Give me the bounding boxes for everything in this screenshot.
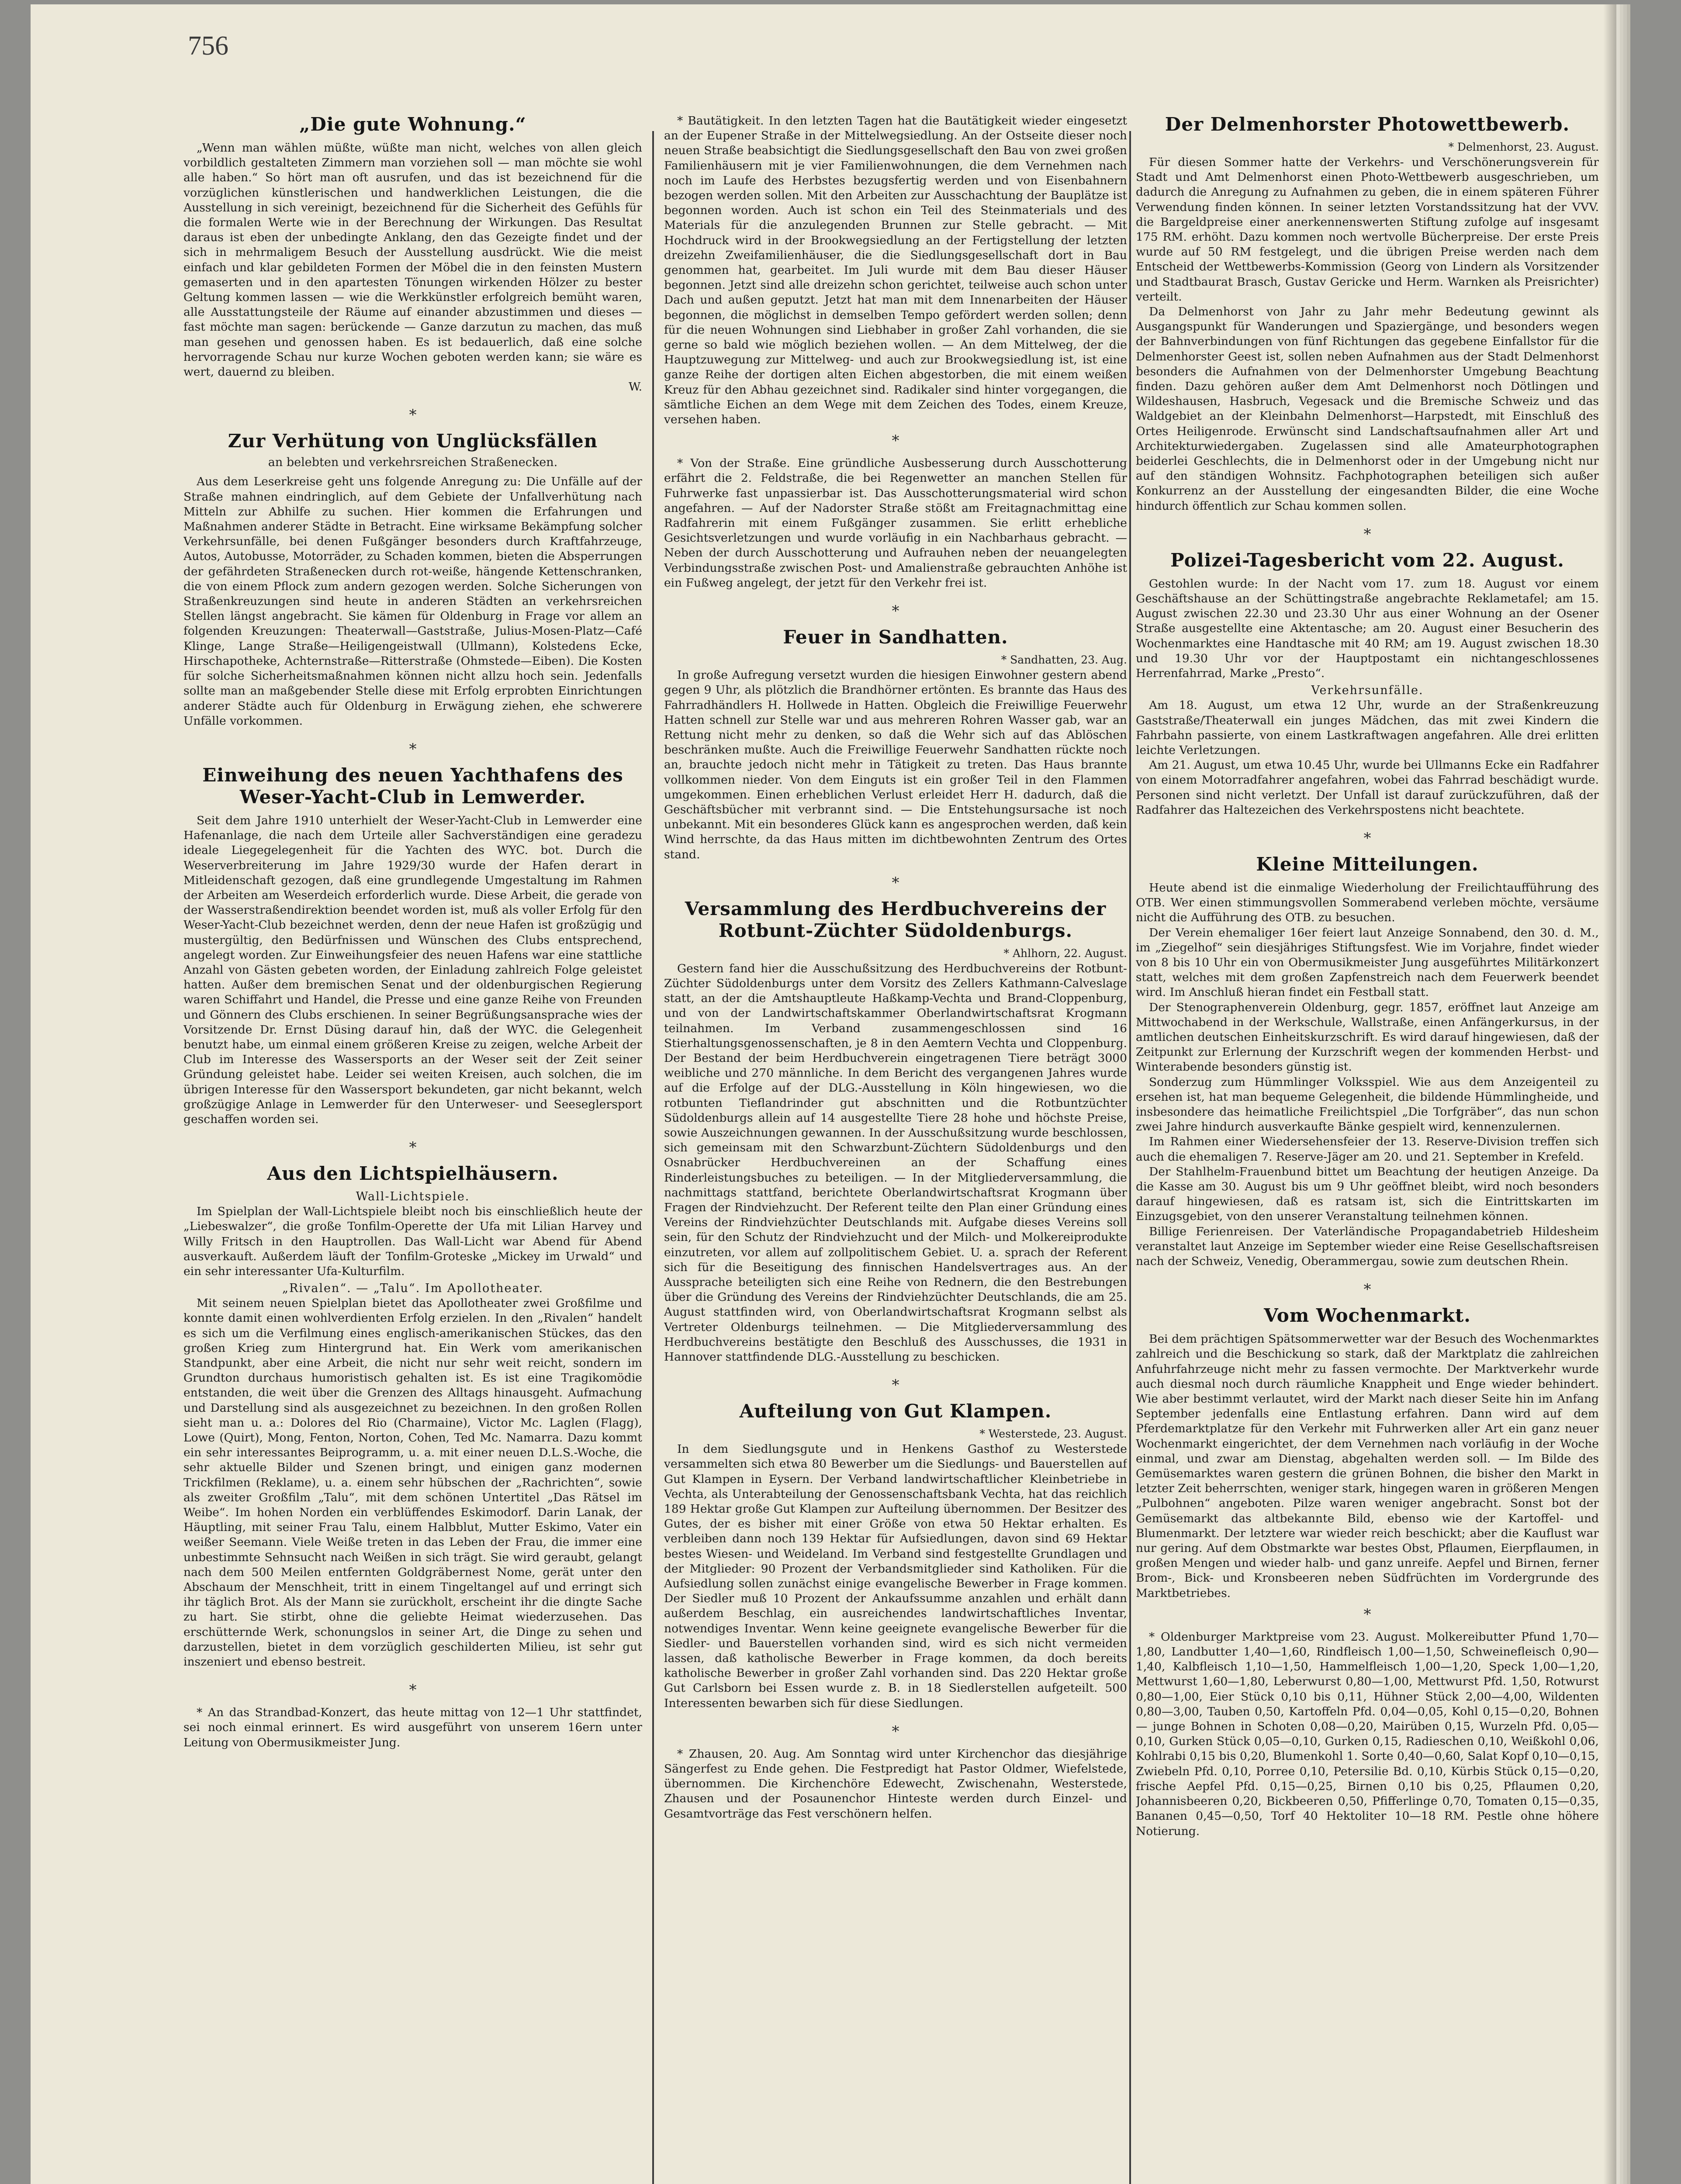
article-paragraph: Bei dem prächtigen Spätsommerwetter war der Besuch des Wochenmarktes zahlreich und die Beschickung so stark, daß der Marktplatz die zahlreichen Anfuhrfahrzeuge nicht mehr zu fassen vermochte. Der Marktverkehr wurde auch diesmal noch durch räumliche Knappheit und Enge wieder behindert. Wie aber bestimmt verlautet, wird der Markt nach dieser Seite hin im Anfang September jedenfalls eine Entlastung erfahren. Dann wird auf dem Pferdemarktplatze für den Verkehr mit Fuhrwerken aller Art ein ganz neuer Wochenmarkt eingerichtet, der dem Vernehmen nach vorläufig in der Woche einmal, und zwar am Dienstag, abgehalten werden soll. — Im Bilde des Gemüsemarktes waren gestern die grünen Bohnen, die bisher den Markt in letzter Zeit beherrschten, weniger stark, hingegen waren in größeren Mengen „Pulbohnen“ angeboten. Pilze waren weniger angebracht. Sonst bot der Gemüsemarkt das altbekannte Bild, ebenso wie der Kartoffel- und Blumenmarkt. Der letztere war wieder reich beschickt; aber die Kauflust war nur gering. Auf dem Obstmarkte war bestes Obst, Pflaumen, Eierpflaumen, in großen Mengen und wieder halb- und ganz unreife. Aepfel und Birnen, ferner Brom-, Bick- und Kronsbeeren neben Südfrüchten im Vordergrunde des Marktbetriebes.: [1136, 1332, 1599, 1600]
dateline: * Sandhatten, 23. Aug.: [1001, 653, 1127, 667]
article-paragraph: Im Spielplan der Wall-Lichtspiele bleibt noch bis einschließlich heute der „Liebeswalzer“, die große Tonfilm-Operette der Ufa mit Lilian Harvey und Willy Fritsch in den Hauptrollen. Das Wall-Licht war Abend für Abend ausverkauft. Außerdem läuft der Tonfilm-Groteske „Mickey im Urwald“ und ein sehr interessanter Ufa-Kulturfilm.: [183, 1205, 642, 1278]
article-paragraph: Aus dem Leserkreise geht uns folgende Anregung zu: Die Unfälle auf der Straße mahnen eindringlich, auf dem Gebiete der Unfallverhütung nach Mitteln zur Abhilfe zu suchen. Hier kommen die Erfahrungen und Maßnahmen anderer Städte in Betracht. Eine wirksame Bekämpfung solcher Verkehrsunfälle, bei denen Fußgänger besonders durch Kraftfahrzeuge, Autos, Autobusse, Motorräder, zu Schaden kommen, bieten die Absperrungen der gefährdeten Straßenecken durch rot-weiße, hängende Kettenschranken, die von einem Pflock zum andern gezogen werden. Solche Sicherungen von Straßenkreuzungen sind heute in anderen Städten an verkehrsreichen Stellen längst angebracht. Sie kämen für Oldenburg in Frage vor allem an folgenden Kreuzungen: Theaterwall—Gaststraße, Julius-Mosen-Platz—Café Klinge, Lange Straße—Heiligengeistwall (Ullmann), Kolstedens Ecke, Hirschapotheke, Achternstraße—Ritterstraße (Ohmstede—Eiben). Die Kosten für solche Sicherheitsmaßnahmen können nicht allzu hoch sein. Jedenfalls sollte man an maßgebender Stelle diese mit Erfolg erprobten Einrichtungen anderer Städte auch für Oldenburg in Erwägung ziehen, ehe schwerere Unfälle vorkommen.: [183, 475, 642, 728]
separator-asterisk: *: [892, 432, 899, 450]
article-paragraph: In große Aufregung versetzt wurden die hiesigen Einwohner gestern abend gegen 9 Uhr, als plötzlich die Brandhörner ertönten. Es brannte das Haus des Fahrradhändlers H. Hollwede in Hatten. Obgleich die Freiwillige Feuerwehr Hatten schnell zur Stelle war und aus mehreren Rohren Wasser gab, war an Rettung nicht mehr zu denken, so daß die Wehr sich auf das Ablöschen beschränken mußte. Auch die Freiwillige Feuerwehr Sandhatten rückte noch an, brauchte jedoch nicht mehr in Tätigkeit zu treten. Das Haus brannte vollkommen nieder. Von dem Einguts ist ein großer Teil in den Flammen umgekommen. Einen erheblichen Verlust erleidet Herr H. dadurch, daß die Geschäftsbücher mit verbrannt sind. — Die Entstehungsursache ist noch unbekannt. Mit ein besonderes Glück kann es angesprochen werden, daß kein Wind herrschte, da das Haus mitten im dichtbewohnten Zentrum des Ortes stand.: [664, 668, 1127, 861]
article-paragraph: Sonderzug zum Hümmlinger Volksspiel. Wie aus dem Anzeigenteil zu ersehen ist, hat man bequeme Gelegenheit, die bildende Hümmlingheide, und insbesondere das heimatliche Freilichtspiel „Die Torfgräber“, das nun schon zwei Jahre hindurch ausverkaufte Bänke gespielt wird, kennenzulernen.: [1136, 1075, 1599, 1134]
article-title: Feuer in Sandhatten.: [783, 626, 1008, 648]
separator-asterisk: *: [1363, 1281, 1371, 1299]
separator-asterisk: *: [1363, 1605, 1371, 1623]
separator-asterisk: *: [892, 874, 899, 892]
separator-asterisk: *: [1363, 829, 1371, 847]
article-paragraph: * Bautätigkeit. In den letzten Tagen hat die Bautätigkeit wieder eingesetzt an der Eupener Straße in der Mittelwegsiedlung. An der Ostseite dieser noch neuen Straße beabsichtigt die Siedlungsgesellschaft den Bau von zwei großen Familienhäusern mit je vier Familienwohnungen, die dem Vernehmen nach noch im Laufe des Herbstes bezugsfertig werden und von Eisenbahnern bezogen werden sollen. Mit den Arbeiten zur Ausschachtung der Bauplätze ist begonnen worden. Auch ist schon ein Teil des Steinmaterials und des Materials für die anzulegenden Brunnen zur Stelle gebracht. — Mit Hochdruck wird in der Brookwegsiedlung an der Fertigstellung der letzten dreizehn Zweifamilienhäuser, die die Siedlungsgesellschaft dort in Bau genommen hat, gearbeitet. Im Juli wurde mit dem Bau dieser Häuser begonnen. Jetzt sind alle dreizehn schon gerichtet, teilweise auch schon unter Dach und außen geputzt. Jetzt hat man mit dem Innenarbeiten der Häuser begonnen, die möglichst in demselben Tempo gefördert werden sollen; denn für die neuen Wohnungen sind Liebhaber in großer Zahl vorhanden, die sie gerne so bald wie möglich beziehen wollen. — An dem Mittelweg, der die Hauptzuwegung zur Mittelweg- und auch zur Brookwegsiedlung ist, ist eine ganze Reihe der dortigen alten Eichen abgestorben, die mit einem weißen Kreuz für den Abhau gezeichnet sind. Radikaler sind hinter vorgegangen, die sämtliche Eichen an dem Wege mit dem Zeichen des Todes, einem Kreuze, versehen haben.: [664, 114, 1127, 427]
article-paragraph: Gestohlen wurde: In der Nacht vom 17. zum 18. August vor einem Geschäftshause an der Schüttingstraße angebrachte Reklametafel; am 15. August zwischen 22.30 und 23.30 Uhr aus einer Wohnung an der Osener Straße ausgestellte eine Aktentasche; am 20. August einer Besucherin des Wochenmarktes eine Handtasche mit 40 RM; am 19. August zwischen 18.30 und 19.30 Uhr vor der Hauptpostamt ein nichtangeschlossenes Herrenfahrrad, Marke „Presto“.: [1136, 577, 1599, 681]
article-paragraph: * Zhausen, 20. Aug. Am Sonntag wird unter Kirchenchor das diesjährige Sängerfest zu Ende gehen. Die Festpredigt hat Pastor Oldmer, Wiefelstede, übernommen. Die Kirchenchöre Edewecht, Zwischenahn, Westerstede, Zhausen und der Posaunenchor Hinteste werden durch Einzel- und Gesamtvorträge das Fest verschönern helfen.: [664, 1747, 1127, 1821]
section-heading: Wall-Lichtspiele.: [356, 1190, 470, 1204]
article-unfallverhuetung: [183, 430, 642, 728]
separator-asterisk: *: [892, 1722, 899, 1740]
article-zhausen: [664, 1747, 1127, 1821]
article-paragraph: Gestern fand hier die Ausschußsitzung des Herdbuchvereins der Rotbunt-Züchter Südoldenburgs unter dem Vorsitz des Zellers Kathmann-Calveslage statt, an der die Amtshauptleute Haßkamp-Vechta und Brand-Cloppenburg, und von der Landwirtschaftskammer Oberlandwirtschaftsrat Krogmann teilnahmen. Im Verband zusammengeschlossen sind 16 Stierhaltungsgenossenschaften, je 8 in den Aemtern Vechta und Cloppenburg. Der Bestand der beim Herdbuchverein eingetragenen Tiere beträgt 3000 weibliche und 270 männliche. In dem Bericht des vergangenen Jahres wurde auf die Erfolge auf der DLG.-Ausstellung in Köln hingewiesen, wo die rotbunten Tieflandrinder gut abschnitten und die Rotbuntzüchter Südoldenburgs allein auf 14 ausgestellte Tiere 28 hohe und höchste Preise, sowie Auszeichnungen gewannen. In der Ausschußsitzung wurde beschlossen, sich gemeinsam mit den Schwarzbunt-Züchtern Südoldenburgs und den Osnabrücker Herdbuchvereinen an der Schaffung eines Rinderleistungsbuches zu beteiligen. — In der Mitgliederversammlung, die nachmittags stattfand, berichtete Oberlandwirtschaftsrat Krogmann über Fragen der Rindviehzucht. Der Referent teilte den Plan einer Gründung eines Vereins der Rindviehzüchter Deutschlands mit. Aufgabe dieses Vereins soll sein, für den Schutz der Rindviehzucht und der Milch- und Molkereiprodukte einzutreten, vor allem auf zollpolitischem Gebiet. U. a. sprach der Referent sich für die Beseitigung des finnischen Handelsvertrages aus. An der Aussprache beteiligten sich eine Reihe von Rednern, die den Bestrebungen über die Gründung des Vereins der Rindviehzüchter Deutschlands, die am 25. August stattfinden wird, von Oberlandwirtschaftsrat Krogmann selbst als Vertreter Oldenburgs teilnehmen. — Die Mitgliederversammlung des Herdbuchvereins bestätigte den Beschluß des Ausschusses, die 1931 in Hannover stattfindende DLG.-Ausstellung zu beschicken.: [664, 961, 1127, 1364]
article-paragraph: * An das Strandbad-Konzert, das heute mittag von 12—1 Uhr stattfindet, sei noch einmal erinnert. Es wird ausgeführt von unserem 16ern unter Leitung von Obermusikmeister Jung.: [183, 1706, 642, 1749]
separator-asterisk: *: [892, 602, 899, 620]
separator-asterisk: *: [409, 406, 417, 424]
article-paragraph: Heute abend ist die einmalige Wiederholung der Freilichtaufführung des OTB. Wer einen stimmungsvollen Sommerabend verleben möchte, versäume nicht die Aufführung des OTB. zu besuchen.: [1136, 881, 1599, 925]
article-title: Zur Verhütung von Unglücksfällen: [228, 430, 598, 452]
article-paragraph: * Von der Straße. Eine gründliche Ausbesserung durch Ausschotterung erfährt die 2. Feldstraße, die bei Regenwetter an manchen Stellen für Fuhrwerke fast unpassierbar ist. Das Ausschotterungsmaterial wird schon angefahren. — Auf der Nadorster Straße stößt am Freitagnachmittag eine Radfahrerin mit einem Fußgänger zusammen. Sie erlitt erhebliche Gesichtsverletzungen und wurde vorläufig in ein Nachbarhaus gebracht. — Neben der durch Ausschotterung und Aufrauhen neben der neuangelegten Verbindungsstraße zwischen Post- und Amalienstraße gebrauchten Anhöhe ist ein Fußweg angelegt, der jetzt für den Verkehr frei ist.: [664, 456, 1127, 590]
separator-asterisk: *: [892, 1376, 899, 1394]
article-title: „Die gute Wohnung.“: [299, 114, 526, 135]
article-feuer-sandhatten: [664, 626, 1127, 862]
article-paragraph: Mit seinem neuen Spielplan bietet das Apollotheater zwei Großfilme und konnte damit einen wohlverdienten Erfolg erzielen. In den „Rivalen“ handelt es sich um die Verfilmung eines englisch-amerikanischen Stückes, das den großen Krieg zum Hintergrund hat. Ein Werk vom amerikanischen Standpunkt, aber eine Arbeit, die nicht nur sehr weit reicht, sondern im Grundton durchaus humoristisch gehalten ist. Es ist eine Tragikomödie entstanden, die weit über die Grenzen des Alltags hinausgeht. Aufmachung und Darstellung sind als ausgezeichnet zu bezeichnen. In den großen Rollen sieht man u. a.: Dolores del Rio (Charmaine), Victor Mc. Laglen (Flagg), Lowe (Quirt), Mong, Fenton, Norton, Cohen, Ted Mc. Namarra. Dazu kommt ein sehr interessantes Beiprogramm, u. a. mit einer neuen D.L.S.-Woche, die sehr aktuelle Bilder und Szenen bringt, und einigen ganz modernen Trickfilmen (Reklame), u. a. einem sehr hübschen der „Rachrichten“, sowie als zweiter Großfilm „Talu“, mit dem schönen Untertitel „Das Rätsel im Weibe“. Im hohen Norden ein verblüffendes Eskimodorf. Darin Lanak, der Häuptling, mit seiner Frau Talu, einem Halbblut, Mutter Eskimo, Vater ein weißer Seemann. Viele Weiße treten in das Leben der Frau, die immer eine unbestimmte Sehnsucht nach Weißen in sich trägt. Sie wird geraubt, gelangt nach dem 500 Meilen entfernten Goldgräbernest Nome, gerät unter den Abschaum der Menschheit, tritt in einem Tingeltangel auf und erringt sich ihr täglich Brot. Als der Mann sie zurückholt, erscheint ihr die dingte Sache zu hart. Sie stirbt, ohne die geliebte Heimat wiederzusehen. Das erschütternde Werk, schonungslos in seiner Art, die Dinge zu sehen und darzustellen, bietet in dem vorzüglich geschilderten Milieu, ist sehr gut inszeniert und ebenso bestreit.: [183, 1296, 642, 1669]
article-paragraph: Da Delmenhorst von Jahr zu Jahr mehr Bedeutung gewinnt als Ausgangspunkt für Wanderungen und Spaziergänge, und besonders wegen der Bahnverbindungen von fünf Richtungen das gegebene Einfallstor für die Delmenhorster Geest ist, sollen neben Aufnahmen aus der Stadt Delmenhorst besonders die Aufnahmen von der Delmenhorster Umgebung Beachtung finden. Dazu gehören außer dem Amt Delmenhorst noch Dötlingen und Wildeshausen, Hasbruch, Vegesack und die Bremische Schweiz und das Waldgebiet an der Kleinbahn Delmenhorst—Harpstedt, mit Einschluß des Ortes Heiligenrode. Erwünscht sind Landschaftsaufnahmen aller Art und Architekturwiedergaben. Zugelassen sind alle Amateurphotographen beiderlei Geschlechts, die in Delmenhorst oder in der Umgebung nicht nur auf den ständigen Wohnsitz. Fachphotographen beteiligen sich außer Konkurrenz an der Ausstellung der eingesandten Bilder, die eine Woche hindurch öffentlich zur Schau kommen sollen.: [1136, 305, 1599, 513]
article-title: Aus den Lichtspielhäusern.: [267, 1163, 559, 1185]
article-paragraph: Billige Ferienreisen. Der Vaterländische Propagandabetrieb Hildesheim veranstaltet laut Anzeige im September wieder eine Reise Gesellschaftsreisen nach der Schweiz, Venedig, Oberammergau, sowie zum deutschen Rhein.: [1136, 1224, 1599, 1268]
separator-asterisk: *: [409, 1139, 417, 1157]
section-heading: Verkehrsunfälle.: [1311, 684, 1424, 698]
article-title: Kleine Mitteilungen.: [1256, 853, 1479, 875]
article-title: Aufteilung von Gut Klampen.: [739, 1400, 1052, 1422]
article-paragraph: Der Stenographenverein Oldenburg, gegr. 1857, eröffnet laut Anzeige am Mittwochabend in der Werkschule, Wallstraße, einen Anfängerkursus, in der amtlichen deutschen Einheitskurzschrift. Es wird darauf hingewiesen, daß der Zeitpunkt zur Erlernung der Kurzschrift wegen der kommenden Herbst- und Winterabende besonders günstig ist.: [1136, 1000, 1599, 1074]
article-photowettbewerb: [1136, 114, 1599, 514]
column-2: [664, 114, 1127, 2184]
article-paragraph: Der Stahlhelm-Frauenbund bittet um Beachtung der heutigen Anzeige. Da die Kasse am 30. August bis um 9 Uhr geöffnet bleibt, wird noch besonders darauf hingewiesen, daß es ratsam ist, sich die Eintrittskarten im Einzugsgebiet, von den unserer Veranstaltung teilnehmen können.: [1136, 1165, 1599, 1223]
article-polizeibericht: [1136, 549, 1599, 818]
column-1: [183, 114, 642, 2184]
column-rule: [652, 131, 654, 2184]
article-gute-wohnung: [183, 114, 642, 394]
article-strandbad: [183, 1705, 642, 1750]
dateline: * Westerstede, 23. August.: [979, 1427, 1127, 1441]
article-title: Vom Wochenmarkt.: [1264, 1305, 1471, 1327]
article-paragraph: Im Rahmen einer Wiedersehensfeier der 13. Reserve-Division treffen sich auch die ehemaligen 7. Reserve-Jäger am 20. und 21. September in Krefeld.: [1136, 1135, 1599, 1164]
separator-asterisk: *: [409, 740, 417, 758]
article-yachthafen: [183, 764, 642, 1127]
page-number: 756: [188, 31, 228, 61]
article-paragraph: Seit dem Jahre 1910 unterhielt der Weser-Yacht-Club in Lemwerder eine Hafenanlage, die nach dem Urteile aller Sachverständigen eine geradezu ideale Liegegelegenheit für die Yachten des WYC. bot. Durch die Weserverbreiterung im Jahre 1929/30 wurde der Hafen derart in Mitleidenschaft gezogen, daß eine grundlegende Umgestaltung im Rahmen der Arbeiten am Weserdeich erforderlich wurde. Diese Arbeit, die gerade von der Wasserstraßendirektion beendet worden ist, muß als voller Erfolg für den Weser-Yacht-Club bezeichnet werden, denn der neue Hafen ist großzügig und mustergültig, den Bedürfnissen und Wünschen des Clubs entsprechend, angelegt worden. Zur Einweihungsfeier des neuen Hafens war eine stattliche Anzahl von Gästen gebeten worden, der Einladung zahlreich Folge geleistet hatten. Außer dem bremischen Senat und der oldenburgischen Regierung waren Schiffahrt und Handel, die Presse und eine ganze Reihe von Freunden und Gönnern des Clubs erschienen. In seiner Begrüßungsansprache wies der Vorsitzende Dr. Ernst Düsing darauf hin, daß der WYC. die Gelegenheit benutzt habe, um einmal einem größeren Kreise zu zeigen, welche Arbeit der Club im Interesse des Wassersports an der Weser seit der Zeit seiner Gründung geleistet habe. Leider sei weiten Kreisen, auch solchen, die im übrigen Interesse für den Wassersport bekundeten, gar nicht bekannt, welch großzügige Anlage in Lemwerder für den Unterweser- und Seeseglersport geschaffen worden sei.: [183, 813, 642, 1126]
article-paragraph: Für diesen Sommer hatte der Verkehrs- und Verschönerungsverein für Stadt und Amt Delmenhorst einen Photo-Wettbewerb ausgeschrieben, um dadurch die Anregung zu Aufnahmen zu geben, die in einem späteren Führer Verwendung finden können. In seiner letzten Vorstandssitzung hat der VVV. die Bargeldpreise einer anerkennenswerten Stiftung zufolge auf insgesamt 175 RM. erhöht. Dazu kommen noch wertvolle Bücherpreise. Der erste Preis wurde auf 50 RM festgelegt, und die übrigen Preise werden nach dem Entscheid der Wettbewerbs-Kommission (Georg von Lindern als Vorsitzender und Stadtbaurat Brasch, Gustav Gericke und Herm. Warnken als Preisrichter) verteilt.: [1136, 156, 1599, 304]
article-lichtspielhaeuser: [183, 1163, 642, 1669]
signature: W.: [628, 380, 642, 394]
article-subtitle: an belebten und verkehrsreichen Straßenecken.: [268, 456, 558, 470]
dateline: * Delmenhorst, 23. August.: [1448, 141, 1599, 153]
article-title: Einweihung des neuen Yachthafens des Weser-Yacht-Club in Lemwerder.: [202, 764, 623, 808]
article-paragraph: Am 18. August, um etwa 12 Uhr, wurde an der Straßenkreuzung Gaststraße/Theaterwall ein junges Mädchen, das mit zwei Kindern die Fahrbahn passierte, von einem Lastkraftwagen angefahren. Alle drei erlitten leichte Verletzungen.: [1136, 698, 1599, 757]
dateline: * Ahlhorn, 22. August.: [1003, 947, 1127, 960]
article-paragraph: * Oldenburger Marktpreise vom 23. August. Molkereibutter Pfund 1,70—1,80, Landbutter 1,40—1,60, Rindfleisch 1,00—1,50, Schweinefleisch 0,90—1,40, Kalbfleisch 1,10—1,50, Hammelfleisch 1,00—1,20, Speck 1,00—1,20, Mettwurst 1,60—1,80, Leberwurst 0,80—1,00, Mettwurst Pfd. 1,50, Rotwurst 0,80—1,00, Eier Stück 0,10 bis 0,11, Hühner Stück 2,00—4,00, Wildenten 0,80—3,00, Tauben 0,50, Kartoffeln Pfd. 0,04—0,05, Kohl 0,15—0,20, Bohnen — junge Bohnen in Schoten 0,08—0,20, Mairüben 0,15, Wurzeln Pfd. 0,05—0,10, Gurken Stück 0,05—0,10, Gurken 0,15, Radieschen 0,10, Weißkohl 0,06, Kohlrabi 0,15 bis 0,20, Blumenkohl 1. Sorte 0,40—0,60, Salat Kopf 0,10—0,15, Zwiebeln Pfd. 0,10, Porree 0,10, Petersilie Bd. 0,10, Kürbis Stück 0,15—0,20, frische Aepfel Pfd. 0,15—0,25, Birnen 0,10 bis 0,25, Pflaumen 0,20, Johannisbeeren 0,20, Bickbeeren 0,50, Pfifferlinge 0,70, Tomaten 0,15—0,35, Bananen 0,45—0,50, Torf 40 Hektoliter 10—18 RM. Pestle ohne höhere Notierung.: [1136, 1630, 1599, 1838]
section-heading: „Rivalen“. — „Talu“. Im Apollotheater.: [282, 1282, 543, 1296]
article-herdbuchverein: [664, 898, 1127, 1365]
page-edge-shadow: [1603, 4, 1616, 2184]
article-title: Polizei-Tagesbericht vom 22. August.: [1170, 549, 1564, 571]
article-gut-klampen: [664, 1400, 1127, 1711]
column-3: [1136, 114, 1599, 2184]
separator-asterisk: *: [1363, 525, 1371, 543]
separator-asterisk: *: [409, 1681, 417, 1699]
article-bautaetigkeit: [664, 114, 1127, 591]
article-title: Versammlung des Herdbuchvereins der Rotbunt-Züchter Südoldenburgs.: [685, 898, 1107, 941]
article-paragraph: „Wenn man wählen müßte, wüßte man nicht, welches von allen gleich vorbildlich gestalteten Zimmern man vorziehen soll — man möchte sie wohl alle haben.“ So hört man oft ausrufen, und das ist bezeichnend für die vorzüglichen künstlerischen und handwerklichen Leistungen, die die Ausstellung in sich vereinigt, bezeichnend für die Sicherheit des Gefühls für die formalen Werte wie in der Berechnung der Wirkungen. Das Resultat daraus ist eben der unbedingte Anklang, den das Gezeigte findet und der sich in mehrmaligem Besuch der Ausstellung ausdrückt. Wie die meist einfach und klar gebildeten Formen der Möbel die in den feinsten Mustern gemaserten und in den apartesten Tönungen wirkenden Hölzer zu bester Geltung kommen lassen — wie die Werkkünstler erfolgreich bemüht waren, alle Ausstattungsteile der Räume auf einander abzustimmen und dieses — fast möchte man sagen: berückende — Ganze darzutun zu machen, das muß man gesehen und genossen haben. Es ist bedauerlich, daß eine solche hervorragende Schau nur kurze Wochen geboten werden kann; sie wäre es wert, dauernd zu bleiben.: [183, 141, 642, 379]
article-paragraph: Am 21. August, um etwa 10.45 Uhr, wurde bei Ullmanns Ecke ein Radfahrer von einem Motorradfahrer angefahren, wobei das Fahrrad beschädigt wurde. Personen sind nicht verletzt. Der Unfall ist darauf zurückzuführen, daß der Radfahrer das Haltezeichen des Verkehrspostens nicht beachtete.: [1136, 758, 1599, 817]
article-title: Der Delmenhorster Photowettbewerb.: [1165, 114, 1570, 135]
article-wochenmarkt: [1136, 1305, 1599, 1839]
column-rule: [1129, 131, 1131, 2184]
article-paragraph: Der Verein ehemaliger 16er feiert laut Anzeige Sonnabend, den 30. d. M., im „Ziegelhof“ sein diesjähriges Stiftungsfest. Wie im Vorjahre, findet wieder von 8 bis 10 Uhr ein von Obermusikmeister Jung ausgeführtes Militärkonzert statt, welches mit dem großen Zapfenstreich nach dem Feuerwerk beendet wird. Im Anschluß hieran findet ein Festball statt.: [1136, 926, 1599, 999]
article-kleine-mitteilungen: [1136, 854, 1599, 1269]
article-paragraph: In dem Siedlungsgute und in Henkens Gasthof zu Westerstede versammelten sich etwa 80 Bewerber um die Siedlungs- und Bauerstellen auf Gut Klampen in Eysern. Der Verband landwirtschaftlicher Kleinbetriebe in Vechta, als Unterabteilung der Genossenschaftsbank Vechta, hat das reichlich 189 Hektar große Gut Klampen zur Aufteilung übernommen. Der Besitzer des Gutes, der es bisher mit einer Größe von etwa 50 Hektar erhalten. Es verbleiben dann noch 139 Hektar für Aufsiedlungen, davon sind 69 Hektar bestes Wiesen- und Weideland. Im Verband sind festgestellte Grundlagen und der Mitglieder: 90 Prozent der Verbandsmitglieder sind Katholiken. Für die Aufsiedlung sollen zunächst einige evangelische Bewerber in Frage kommen. Der Siedler muß 10 Prozent der Ankaufssumme anzahlen und erhält dann außerdem Beschlag, ein ausreichendes landwirtschaftliches Inventar, notwendiges Inventar. Wenn keine geeignete evangelische Bewerber für die Siedler- und Bauerstellen vorhanden sind, wird es sich nicht vermeiden lassen, daß katholische Bewerber in Frage kommen, da doch bereits katholische Bewerber in großer Zahl vorhanden sind. Das 220 Hektar große Gut Carlsborn bei Essen wurde z. B. in 18 Siedlerstellen aufgeteilt. 500 Interessenten bewarben sich für diese Siedlungen.: [664, 1442, 1127, 1710]
